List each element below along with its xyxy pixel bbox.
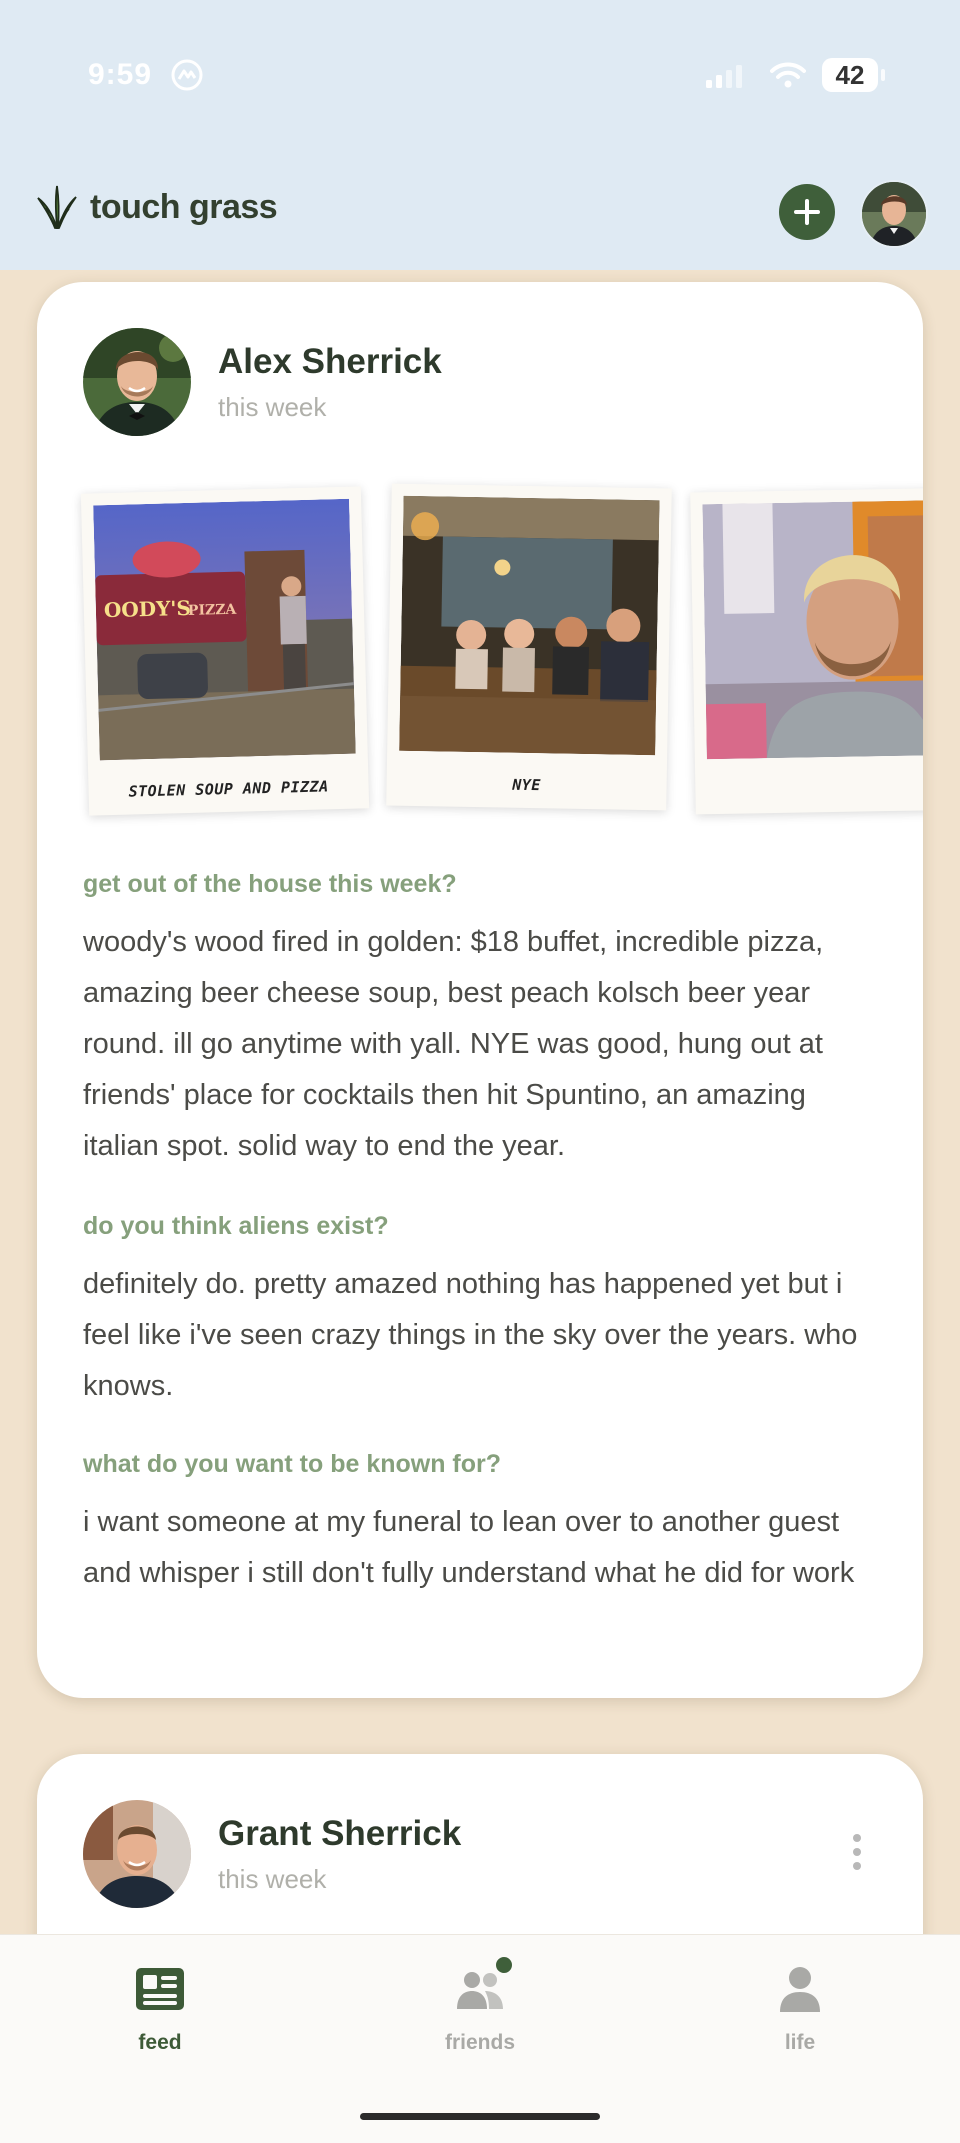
wifi-icon bbox=[770, 61, 806, 89]
post-card bbox=[37, 282, 923, 1698]
profile-avatar[interactable] bbox=[860, 180, 928, 248]
photo-polaroid[interactable] bbox=[690, 488, 923, 815]
notification-dot bbox=[494, 1955, 514, 1975]
photo-polaroid[interactable] bbox=[81, 486, 369, 815]
photo-carousel[interactable] bbox=[85, 490, 923, 820]
photo-caption: NYE bbox=[512, 775, 542, 795]
feed-icon bbox=[135, 1967, 185, 2011]
tab-friends[interactable] bbox=[400, 1961, 560, 2055]
author-name[interactable]: Grant Sherrick bbox=[218, 1814, 462, 1853]
question-text: get out of the house this week? bbox=[83, 870, 457, 898]
answer-text: definitely do. pretty amazed nothing has happened yet but i feel like i've seen crazy things in the sky over the years. who knows. bbox=[83, 1268, 858, 1402]
status-time: 9:59 bbox=[88, 58, 153, 91]
tab-label: life bbox=[784, 2031, 816, 2054]
bottom-navigation bbox=[0, 1934, 960, 2143]
photo-image bbox=[93, 499, 356, 761]
profile-avatar-image bbox=[862, 182, 926, 246]
svg-text:PIZZA: PIZZA bbox=[187, 601, 237, 619]
svg-text:OODY'S: OODY'S bbox=[103, 595, 192, 623]
signal-icon bbox=[706, 62, 754, 88]
author-avatar-image bbox=[83, 328, 191, 436]
photo-caption: STOLEN SOUP AND PIZZA bbox=[128, 777, 329, 801]
author-avatar[interactable] bbox=[83, 328, 191, 436]
tab-label: feed bbox=[138, 2031, 182, 2054]
post-time: this week bbox=[218, 392, 327, 422]
grass-logo-icon bbox=[36, 184, 78, 230]
photo-image bbox=[702, 500, 923, 759]
tab-life[interactable] bbox=[720, 1961, 880, 2055]
question-text: do you think aliens exist? bbox=[83, 1212, 389, 1240]
activity-icon bbox=[170, 58, 204, 92]
app-header bbox=[0, 0, 960, 270]
qa-block bbox=[83, 1212, 883, 1412]
app-title: touch grass bbox=[90, 187, 278, 226]
author-avatar[interactable] bbox=[83, 1800, 191, 1908]
answer-text: woody's wood fired in golden: $18 buffet, incredible pizza, amazing beer cheese soup, best peach kolsch beer year round. ill go anytime with yall. NYE was good, hung out at friends' place for cocktails then hit Spuntino, an amazing italian spot. solid way to end the year. bbox=[83, 926, 824, 1162]
add-post-button[interactable] bbox=[779, 184, 835, 240]
author-avatar-image bbox=[83, 1800, 191, 1908]
brand bbox=[36, 184, 277, 230]
battery-indicator: 42 bbox=[822, 58, 878, 92]
more-options-button[interactable] bbox=[847, 1834, 867, 1870]
qa-block bbox=[83, 870, 883, 1172]
status-indicators bbox=[706, 58, 878, 92]
photo-polaroid[interactable] bbox=[386, 484, 672, 811]
author-name[interactable]: Alex Sherrick bbox=[218, 342, 442, 381]
post-time: this week bbox=[218, 1864, 327, 1894]
person-icon bbox=[778, 1966, 822, 2012]
photo-image bbox=[399, 496, 659, 755]
question-text: what do you want to be known for? bbox=[83, 1450, 502, 1478]
friends-icon bbox=[455, 1967, 505, 2011]
qa-block bbox=[83, 1450, 883, 1599]
tab-label: friends bbox=[444, 2031, 515, 2054]
home-indicator[interactable] bbox=[360, 2113, 600, 2120]
answer-text: i want someone at my funeral to lean over to another guest and whisper i still don't fully understand what he did for work bbox=[83, 1506, 855, 1589]
photo-caption bbox=[696, 796, 923, 801]
plus-icon bbox=[793, 198, 821, 226]
more-dots-icon bbox=[853, 1834, 861, 1842]
tab-feed[interactable] bbox=[80, 1961, 240, 2055]
